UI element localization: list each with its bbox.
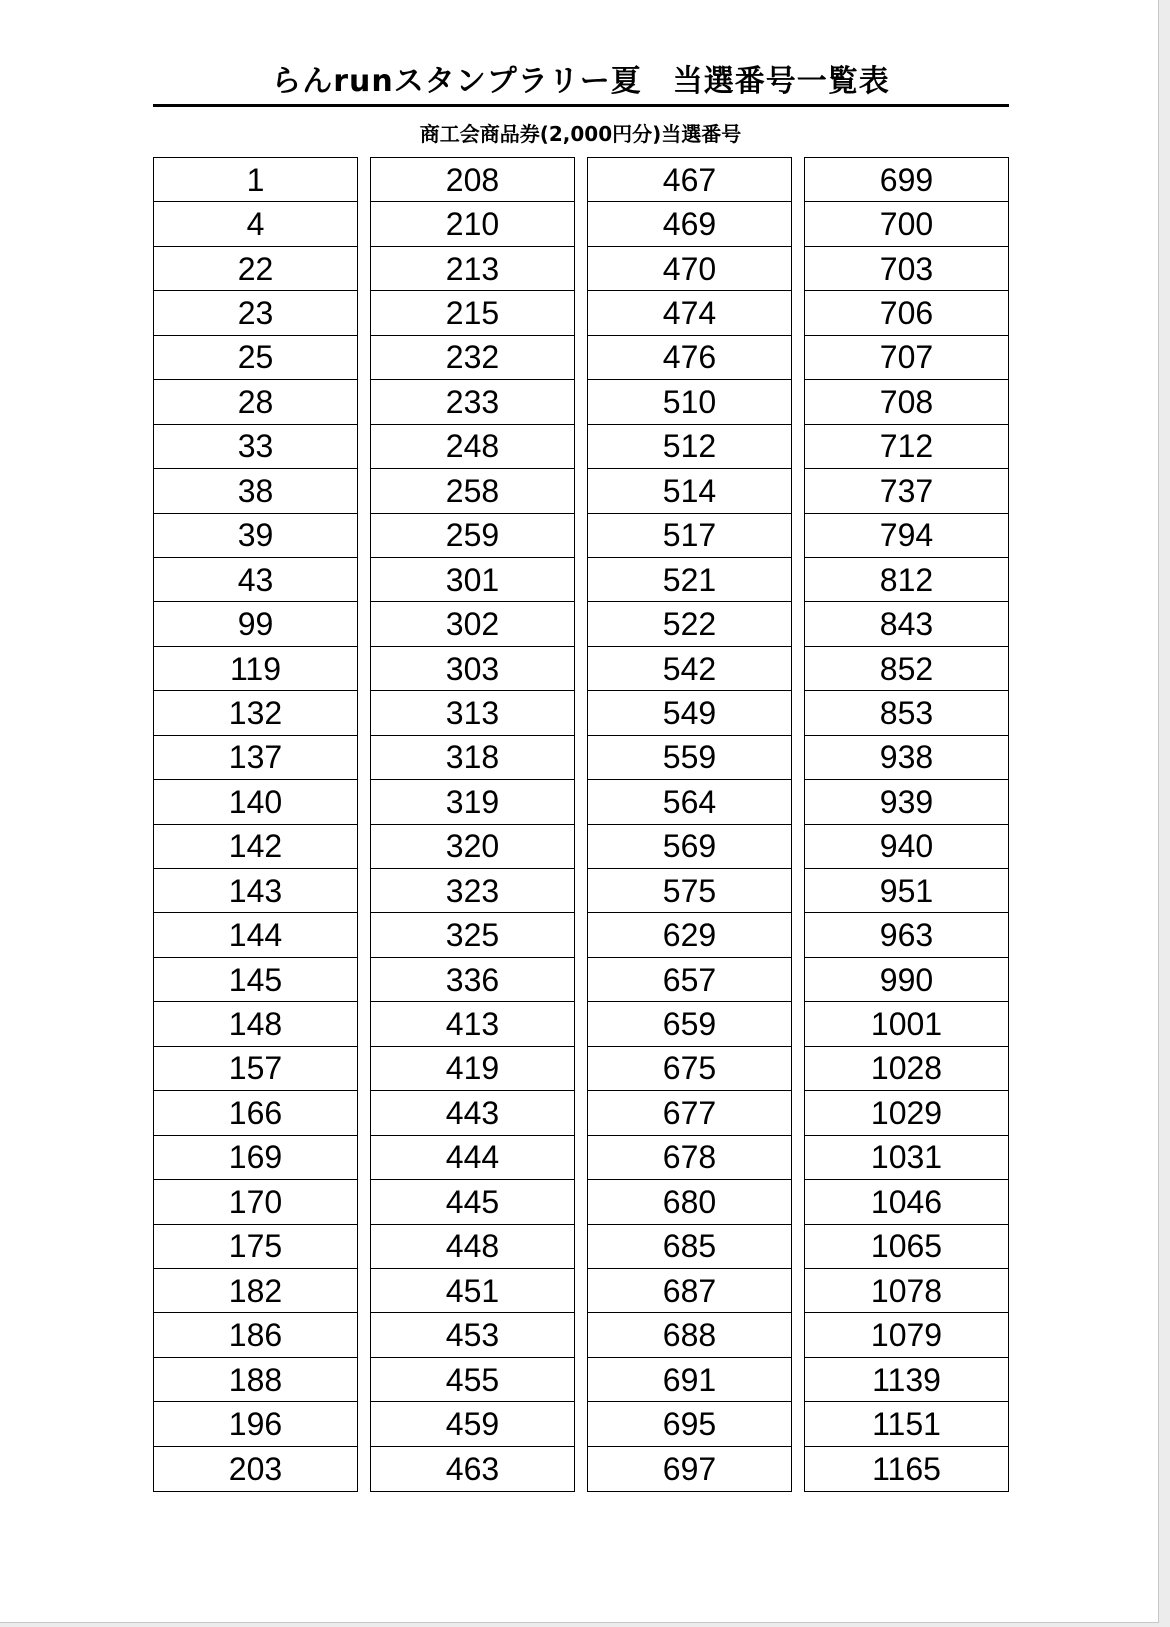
winning-number-cell: 157 <box>154 1047 357 1091</box>
winning-number-cell: 166 <box>154 1091 357 1135</box>
winning-number-cell: 940 <box>805 825 1008 869</box>
winning-number-cell: 522 <box>588 602 791 646</box>
winning-number-cell: 677 <box>588 1091 791 1135</box>
winning-number-cell: 38 <box>154 469 357 513</box>
winning-number-cell: 853 <box>805 691 1008 735</box>
title-underline <box>153 104 1009 107</box>
winning-number-cell: 145 <box>154 958 357 1002</box>
winning-number-cell: 325 <box>371 913 574 957</box>
winning-number-cell: 301 <box>371 558 574 602</box>
winning-number-cell: 938 <box>805 736 1008 780</box>
winning-number-cell: 186 <box>154 1313 357 1357</box>
winning-number-cell: 137 <box>154 736 357 780</box>
winning-number-cell: 559 <box>588 736 791 780</box>
winning-number-cell: 233 <box>371 380 574 424</box>
winning-number-cell: 695 <box>588 1402 791 1446</box>
winning-number-cell: 319 <box>371 780 574 824</box>
winning-number-cell: 259 <box>371 514 574 558</box>
winning-number-cell: 210 <box>371 202 574 246</box>
winning-number-cell: 688 <box>588 1313 791 1357</box>
winning-number-cell: 203 <box>228 1450 283 1487</box>
winning-number-cell: 812 <box>805 558 1008 602</box>
winning-number-cell: 1151 <box>805 1402 1008 1446</box>
winning-number-cell: 657 <box>588 958 791 1002</box>
winning-number-cell: 1 <box>154 158 357 202</box>
winning-number-cell: 143 <box>154 869 357 913</box>
winning-number-cell: 175 <box>154 1225 357 1269</box>
winning-number-cell: 248 <box>371 425 574 469</box>
winning-number-cell: 459 <box>371 1402 574 1446</box>
document-subtitle: 商工会商品券(2,000円分)当選番号 <box>419 122 742 146</box>
winning-number-cell: 678 <box>588 1136 791 1180</box>
winning-number-cell: 1028 <box>805 1047 1008 1091</box>
winning-number-cell: 1065 <box>805 1225 1008 1269</box>
winning-number-cell: 444 <box>371 1136 574 1180</box>
winning-number-cell: 313 <box>371 691 574 735</box>
winning-number-cell: 170 <box>154 1180 357 1224</box>
winning-number-cell: 320 <box>371 825 574 869</box>
winning-number-cell: 258 <box>371 469 574 513</box>
winning-number-cell: 575 <box>588 869 791 913</box>
winning-number-cell: 43 <box>154 558 357 602</box>
winning-number-cell: 144 <box>154 913 357 957</box>
winning-number-cell: 939 <box>805 780 1008 824</box>
winning-number-cell: 1078 <box>805 1269 1008 1313</box>
winning-number-cell: 232 <box>371 336 574 380</box>
winning-number-cell: 703 <box>805 247 1008 291</box>
winning-number-cell: 687 <box>588 1269 791 1313</box>
winning-number-cell: 1029 <box>805 1091 1008 1135</box>
winning-number-cell: 542 <box>588 647 791 691</box>
winning-number-cell: 659 <box>588 1002 791 1046</box>
number-column-3 <box>587 157 792 1492</box>
winning-number-cell: 451 <box>371 1269 574 1313</box>
winning-number-cell: 39 <box>154 514 357 558</box>
winning-number-cell: 22 <box>154 247 357 291</box>
winning-number-cell: 208 <box>371 158 574 202</box>
winning-number-cell: 569 <box>588 825 791 869</box>
winning-number-cell: 336 <box>371 958 574 1002</box>
winning-number-cell: 196 <box>154 1402 357 1446</box>
winning-number-cell: 303 <box>371 647 574 691</box>
winning-number-cell: 951 <box>805 869 1008 913</box>
winning-number-cell: 697 <box>662 1450 717 1487</box>
winning-number-cell: 963 <box>805 913 1008 957</box>
winning-number-cell: 691 <box>588 1358 791 1402</box>
winning-number-cell: 514 <box>588 469 791 513</box>
winning-number-cell: 467 <box>588 158 791 202</box>
winning-number-cell: 564 <box>588 780 791 824</box>
winning-number-cell: 140 <box>154 780 357 824</box>
winning-number-cell: 453 <box>371 1313 574 1357</box>
winning-number-cell: 413 <box>371 1002 574 1046</box>
winning-number-cell: 700 <box>805 202 1008 246</box>
winning-number-cell: 148 <box>154 1002 357 1046</box>
winning-number-cell: 510 <box>588 380 791 424</box>
winning-number-cell: 318 <box>371 736 574 780</box>
document-title: らんrunスタンプラリー夏 当選番号一覧表 <box>271 64 890 99</box>
winning-number-cell: 708 <box>805 380 1008 424</box>
winning-number-cell: 99 <box>154 602 357 646</box>
winning-number-cell: 1031 <box>805 1136 1008 1180</box>
winning-number-cell: 23 <box>154 291 357 335</box>
winning-number-cell: 169 <box>154 1136 357 1180</box>
winning-number-cell: 443 <box>371 1091 574 1135</box>
winning-number-cell: 455 <box>371 1358 574 1402</box>
number-column-2 <box>370 157 575 1492</box>
winning-number-cell: 142 <box>154 825 357 869</box>
winning-number-cell: 675 <box>588 1047 791 1091</box>
winning-number-cell: 182 <box>154 1269 357 1313</box>
winning-number-cell: 469 <box>588 202 791 246</box>
winning-number-cell: 215 <box>371 291 574 335</box>
winning-number-cell: 323 <box>371 869 574 913</box>
winning-number-cell: 517 <box>588 514 791 558</box>
winning-number-cell: 843 <box>805 602 1008 646</box>
winning-number-cell: 188 <box>154 1358 357 1402</box>
winning-number-cell: 1046 <box>805 1180 1008 1224</box>
winning-number-cell: 213 <box>371 247 574 291</box>
winning-number-cell: 302 <box>371 602 574 646</box>
winning-number-cell: 794 <box>805 514 1008 558</box>
number-column-4 <box>804 157 1009 1492</box>
winning-number-cell: 476 <box>588 336 791 380</box>
winning-number-cell: 1165 <box>872 1450 941 1487</box>
winning-number-cell: 512 <box>588 425 791 469</box>
winning-number-cell: 25 <box>154 336 357 380</box>
winning-number-cell: 699 <box>805 158 1008 202</box>
winning-number-cell: 706 <box>805 291 1008 335</box>
winning-number-cell: 685 <box>588 1225 791 1269</box>
winning-number-cell: 474 <box>588 291 791 335</box>
winning-number-cell: 680 <box>588 1180 791 1224</box>
winning-number-cell: 463 <box>445 1450 500 1487</box>
winning-number-cell: 707 <box>805 336 1008 380</box>
winning-number-cell: 445 <box>371 1180 574 1224</box>
winning-number-cell: 549 <box>588 691 791 735</box>
winning-number-cell: 470 <box>588 247 791 291</box>
winning-number-cell: 1001 <box>805 1002 1008 1046</box>
number-column-1 <box>153 157 358 1492</box>
winning-number-cell: 852 <box>805 647 1008 691</box>
winning-number-cell: 448 <box>371 1225 574 1269</box>
winning-number-cell: 119 <box>154 647 357 691</box>
winning-number-cell: 1079 <box>805 1313 1008 1357</box>
winning-number-cell: 521 <box>588 558 791 602</box>
winning-number-cell: 990 <box>805 958 1008 1002</box>
winning-number-cell: 419 <box>371 1047 574 1091</box>
winning-number-cell: 1139 <box>805 1358 1008 1402</box>
winning-number-cell: 4 <box>154 202 357 246</box>
winning-number-cell: 737 <box>805 469 1008 513</box>
winning-number-cell: 33 <box>154 425 357 469</box>
winning-number-cell: 132 <box>154 691 357 735</box>
winning-number-cell: 629 <box>588 913 791 957</box>
winning-number-cell: 28 <box>154 380 357 424</box>
winning-number-cell: 712 <box>805 425 1008 469</box>
